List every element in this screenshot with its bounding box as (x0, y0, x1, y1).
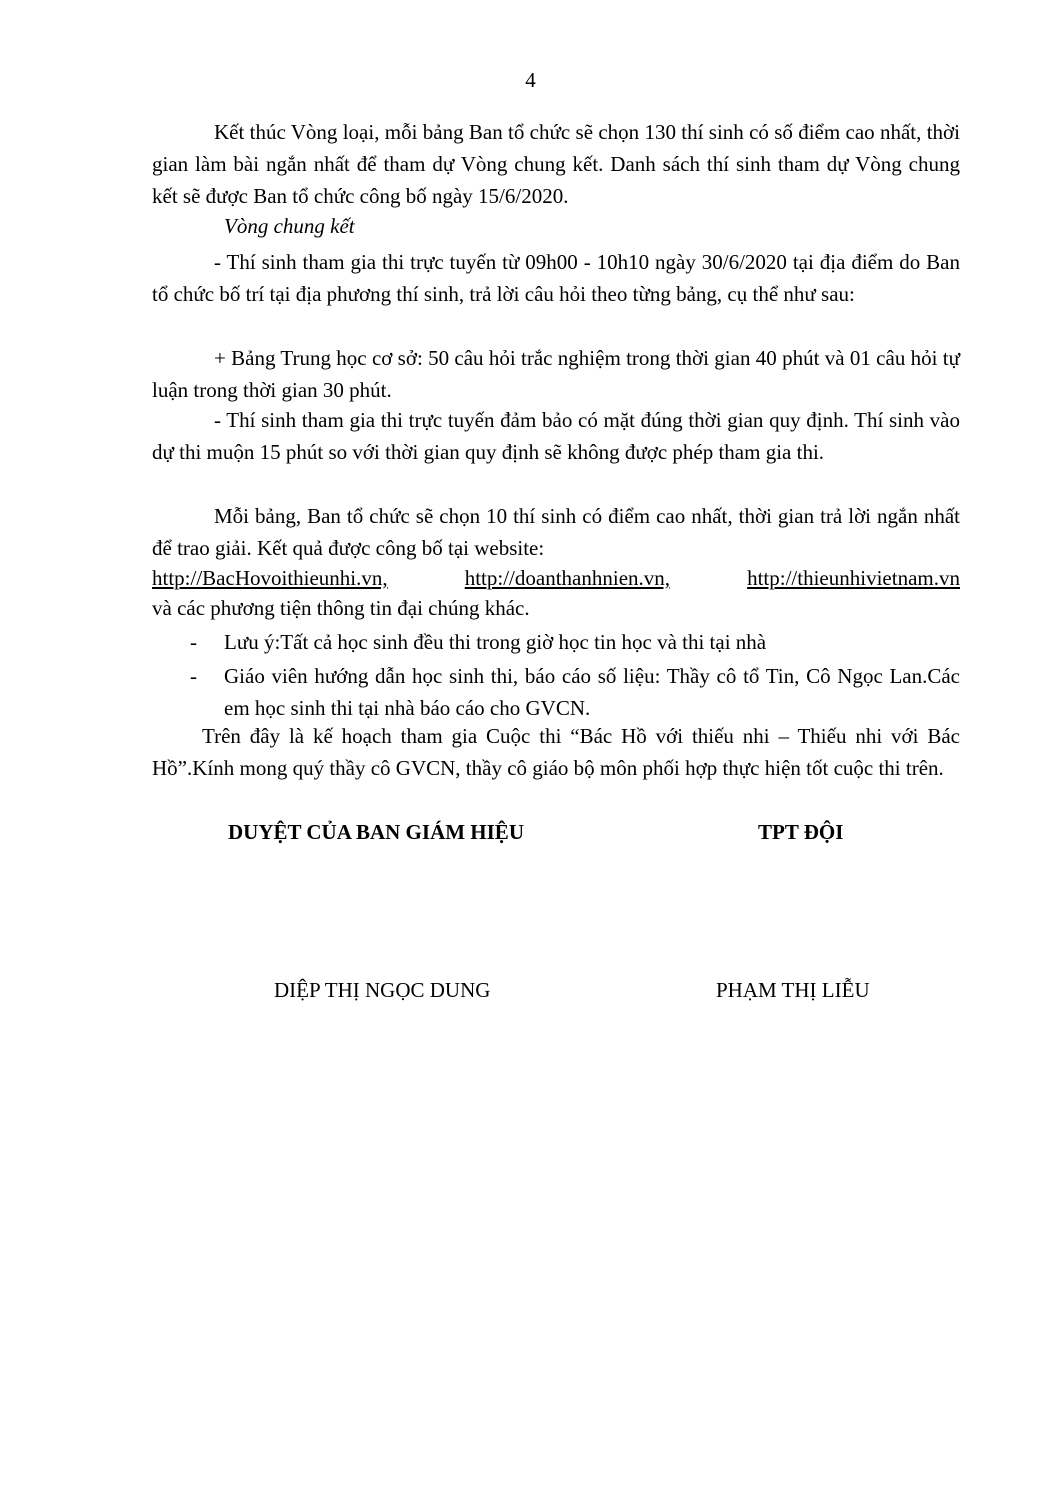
signature-title-principal: DUYỆT CỦA BAN GIÁM HIỆU (228, 820, 524, 844)
link-bachovoithieunhi[interactable]: http://BacHovoithieunhi.vn, (152, 566, 388, 590)
signature-title-team-leader: TPT ĐỘI (758, 820, 844, 844)
page-number: 4 (525, 68, 536, 92)
bullet-dash: - (190, 664, 197, 688)
bullet-dash: - (190, 630, 197, 654)
website-links (152, 562, 960, 594)
signature-name-team-leader: PHẠM THỊ LIỄU (716, 978, 870, 1002)
list-item-note (190, 626, 960, 658)
list-item-text: Giáo viên hướng dẫn học sinh thi, báo cáo số liệu: Thầy cô tổ Tin, Cô Ngọc Lan.Các em học sinh thi tại nhà báo cáo cho GVCN. (224, 664, 960, 720)
list-item-text: Lưu ý:Tất cả học sinh đều thi trong giờ học tin học và thi tại nhà (224, 630, 767, 654)
link-doanthanhnien[interactable]: http://doanthanhnien.vn, (464, 566, 671, 590)
link-thieunhivietnam[interactable]: http://thieunhivietnam.vn (747, 566, 960, 590)
paragraph-qualifying-result: Kết thúc Vòng loại, mỗi bảng Ban tổ chức sẽ chọn 130 thí sinh có số điểm cao nhất, thời gian làm bài ngắn nhất để tham dự Vòng chung kết. Danh sách thí sinh tham dự Vòng chung kết sẽ được Ban tổ chức công bố ngày 15/6/2020. (152, 120, 960, 208)
list-item-teacher (190, 660, 960, 724)
heading-final-round: Vòng chung kết (224, 214, 355, 238)
paragraph-media: và các phương tiện thông tin đại chúng khác. (152, 596, 530, 620)
paragraph-closing: Trên đây là kế hoạch tham gia Cuộc thi “Bác Hồ với thiếu nhi – Thiếu nhi với Bác Hồ”.Kính mong quý thầy cô GVCN, thầy cô giáo bộ môn phối hợp thực hiện tốt cuộc thi trên. (152, 724, 960, 780)
paragraph-award-selection: Mỗi bảng, Ban tổ chức sẽ chọn 10 thí sinh có điểm cao nhất, thời gian trả lời ngắn nhất để trao giải. Kết quả được công bố tại website: (152, 504, 960, 560)
paragraph-attendance-rule: - Thí sinh tham gia thi trực tuyến đảm bảo có mặt đúng thời gian quy định. Thí sinh vào dự thi muộn 15 phút so với thời gian quy định sẽ không được phép tham gia thi. (152, 408, 960, 464)
signature-name-principal: DIỆP THỊ NGỌC DUNG (274, 978, 491, 1002)
paragraph-secondary-school-board: + Bảng Trung học cơ sở: 50 câu hỏi trắc nghiệm trong thời gian 40 phút và 01 câu hỏi tự luận trong thời gian 30 phút. (152, 346, 960, 402)
paragraph-final-schedule: - Thí sinh tham gia thi trực tuyến từ 09h00 - 10h10 ngày 30/6/2020 tại địa điểm do Ban tổ chức bố trí tại địa phương thí sinh, trả lời câu hỏi theo từng bảng, cụ thể như sau: (152, 250, 960, 306)
